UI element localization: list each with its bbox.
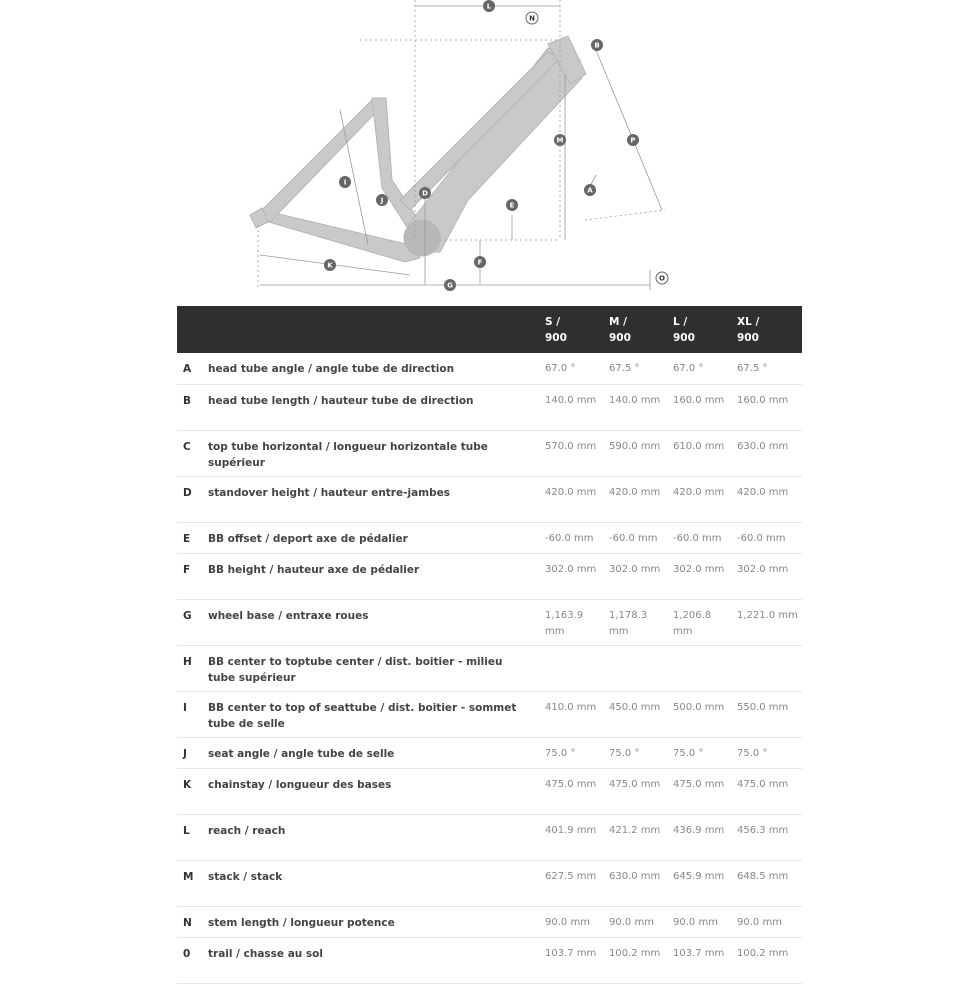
row-value: 75.0 °: [737, 737, 802, 768]
row-code: C: [177, 430, 208, 476]
row-label: reach / reach: [208, 814, 545, 860]
row-value: 103.7 mm: [545, 937, 609, 983]
marker-p-text: P: [630, 136, 636, 145]
row-label: seat angle / angle tube de selle: [208, 737, 545, 768]
geometry-table-body: [177, 353, 802, 983]
marker-p: [627, 134, 639, 146]
marker-e: [506, 199, 518, 211]
row-value: 67.0 °: [673, 353, 737, 384]
row-code: J: [177, 737, 208, 768]
row-label: trail / chasse au sol: [208, 937, 545, 983]
row-value: 420.0 mm: [545, 476, 609, 522]
row-value: 302.0 mm: [737, 553, 802, 599]
marker-k-text: K: [327, 261, 333, 270]
row-value: 90.0 mm: [673, 906, 737, 937]
row-value: 630.0 mm: [609, 860, 673, 906]
table-row: [177, 860, 802, 906]
marker-d: [419, 187, 431, 199]
row-value: 550.0 mm: [737, 691, 802, 737]
row-value: 302.0 mm: [609, 553, 673, 599]
table-header-row: [177, 306, 802, 353]
row-value: 302.0 mm: [545, 553, 609, 599]
row-label: head tube angle / angle tube de direction: [208, 353, 545, 384]
row-value: 475.0 mm: [673, 768, 737, 814]
marker-j: [376, 194, 388, 206]
row-code: I: [177, 691, 208, 737]
row-value: 450.0 mm: [609, 691, 673, 737]
marker-n-text: N: [529, 14, 535, 23]
row-label: stack / stack: [208, 860, 545, 906]
row-value: 410.0 mm: [545, 691, 609, 737]
table-row: [177, 906, 802, 937]
row-label: BB center to toptube center / dist. boitier - milieu tube supérieur: [208, 645, 545, 691]
marker-o-text: O: [659, 274, 665, 283]
table-row: [177, 937, 802, 983]
marker-g-text: G: [447, 281, 453, 290]
row-value: 420.0 mm: [609, 476, 673, 522]
table-row: [177, 737, 802, 768]
marker-f-text: F: [477, 258, 483, 267]
row-code: K: [177, 768, 208, 814]
marker-l-text: L: [486, 2, 492, 11]
row-label: BB height / hauteur axe de pédalier: [208, 553, 545, 599]
row-value: 75.0 °: [545, 737, 609, 768]
row-label: standover height / hauteur entre-jambes: [208, 476, 545, 522]
row-value: 1,221.0 mm: [737, 599, 802, 645]
marker-a-text: A: [587, 186, 593, 195]
row-value: 420.0 mm: [673, 476, 737, 522]
row-label: top tube horizontal / longueur horizontale tube supérieur: [208, 430, 545, 476]
row-value: 302.0 mm: [673, 553, 737, 599]
row-value: 645.9 mm: [673, 860, 737, 906]
header-size-l: L / 900: [673, 306, 737, 353]
row-value: 90.0 mm: [609, 906, 673, 937]
header-size-s: S / 900: [545, 306, 609, 353]
table-row: [177, 384, 802, 430]
row-value: -60.0 mm: [737, 522, 802, 553]
row-value: 456.3 mm: [737, 814, 802, 860]
row-code: E: [177, 522, 208, 553]
marker-k: [324, 259, 336, 271]
marker-g: [444, 279, 456, 291]
table-row: [177, 814, 802, 860]
row-label: BB center to top of seattube / dist. boitier - sommet tube de selle: [208, 691, 545, 737]
header-size-xl: XL / 900: [737, 306, 802, 353]
row-value: [545, 645, 609, 691]
row-value: 475.0 mm: [609, 768, 673, 814]
row-code: D: [177, 476, 208, 522]
table-row: [177, 430, 802, 476]
row-value: 610.0 mm: [673, 430, 737, 476]
row-label: head tube length / hauteur tube de direction: [208, 384, 545, 430]
marker-i-text: I: [343, 178, 347, 187]
marker-e-text: E: [509, 201, 515, 210]
row-value: [609, 645, 673, 691]
table-row: [177, 522, 802, 553]
row-value: 100.2 mm: [737, 937, 802, 983]
row-value: 160.0 mm: [737, 384, 802, 430]
row-code: M: [177, 860, 208, 906]
row-code: N: [177, 906, 208, 937]
header-code: [177, 306, 208, 353]
row-value: [673, 645, 737, 691]
marker-n: [526, 12, 538, 24]
row-value: 500.0 mm: [673, 691, 737, 737]
row-value: 570.0 mm: [545, 430, 609, 476]
row-code: G: [177, 599, 208, 645]
row-value: 140.0 mm: [545, 384, 609, 430]
table-row: [177, 691, 802, 737]
row-value: 100.2 mm: [609, 937, 673, 983]
row-label: chainstay / longueur des bases: [208, 768, 545, 814]
marker-m: [554, 134, 566, 146]
row-value: -60.0 mm: [673, 522, 737, 553]
row-code: B: [177, 384, 208, 430]
row-code: H: [177, 645, 208, 691]
marker-d-text: D: [422, 189, 428, 198]
marker-b: [591, 39, 603, 51]
row-value: 1,178.3 mm: [609, 599, 673, 645]
row-value: 1,206.8 mm: [673, 599, 737, 645]
row-value: -60.0 mm: [609, 522, 673, 553]
row-value: 67.0 °: [545, 353, 609, 384]
row-value: 103.7 mm: [673, 937, 737, 983]
row-value: 1,163.9 mm: [545, 599, 609, 645]
table-row: [177, 768, 802, 814]
row-label: stem length / longueur potence: [208, 906, 545, 937]
row-value: 401.9 mm: [545, 814, 609, 860]
table-row: [177, 645, 802, 691]
frame-silhouette: [250, 36, 586, 262]
row-value: 160.0 mm: [673, 384, 737, 430]
geometry-table: [177, 306, 802, 984]
row-code: F: [177, 553, 208, 599]
row-value: 75.0 °: [609, 737, 673, 768]
marker-f: [474, 256, 486, 268]
row-label: wheel base / entraxe roues: [208, 599, 545, 645]
marker-i: [339, 176, 351, 188]
row-value: 421.2 mm: [609, 814, 673, 860]
marker-j-text: J: [380, 196, 384, 205]
row-label: BB offset / deport axe de pédalier: [208, 522, 545, 553]
row-value: 648.5 mm: [737, 860, 802, 906]
header-size-m: M / 900: [609, 306, 673, 353]
bike-frame-diagram: [0, 0, 980, 300]
table-row: [177, 353, 802, 384]
row-value: 90.0 mm: [737, 906, 802, 937]
marker-l: [483, 0, 495, 12]
row-code: 0: [177, 937, 208, 983]
marker-a: [584, 184, 596, 196]
row-value: -60.0 mm: [545, 522, 609, 553]
row-value: [737, 645, 802, 691]
row-value: 67.5 °: [609, 353, 673, 384]
row-value: 590.0 mm: [609, 430, 673, 476]
row-value: 475.0 mm: [545, 768, 609, 814]
row-value: 420.0 mm: [737, 476, 802, 522]
row-value: 475.0 mm: [737, 768, 802, 814]
row-value: 630.0 mm: [737, 430, 802, 476]
header-label: [208, 306, 545, 353]
marker-m-text: M: [556, 136, 564, 145]
row-value: 436.9 mm: [673, 814, 737, 860]
row-value: 75.0 °: [673, 737, 737, 768]
row-code: A: [177, 353, 208, 384]
row-value: 140.0 mm: [609, 384, 673, 430]
row-value: 90.0 mm: [545, 906, 609, 937]
marker-o: [656, 272, 668, 284]
marker-b-text: B: [594, 41, 600, 50]
table-row: [177, 553, 802, 599]
row-value: 627.5 mm: [545, 860, 609, 906]
table-row: [177, 476, 802, 522]
row-code: L: [177, 814, 208, 860]
row-value: 67.5 °: [737, 353, 802, 384]
table-row: [177, 599, 802, 645]
